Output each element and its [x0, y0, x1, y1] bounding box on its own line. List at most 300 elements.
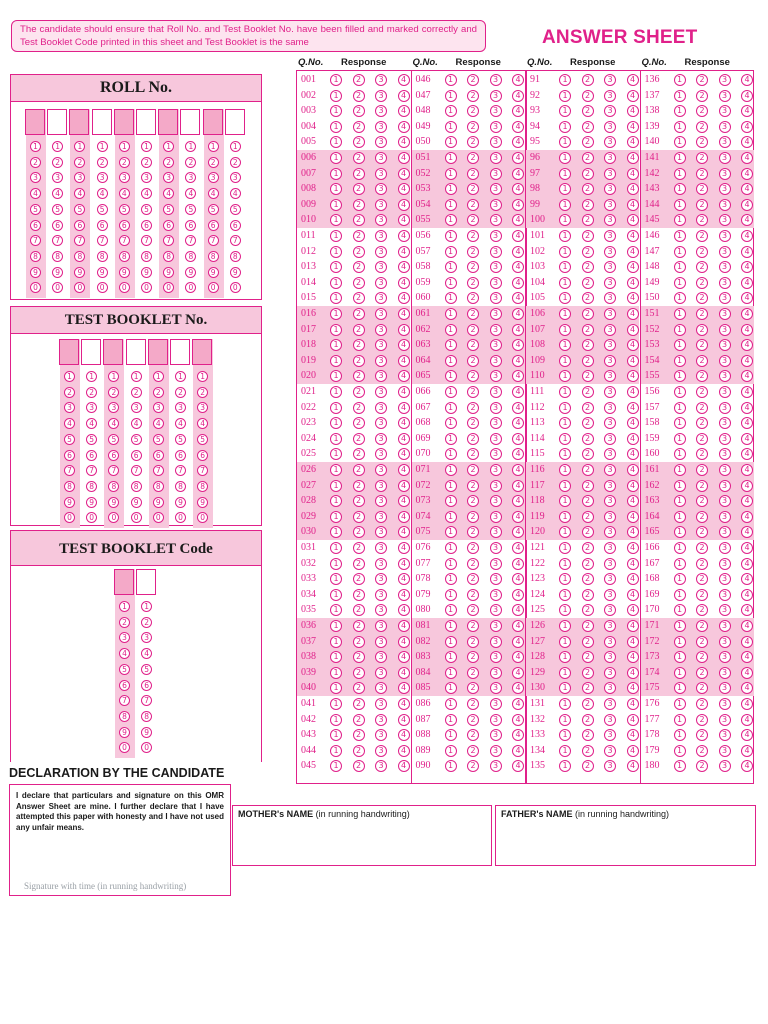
answer-bubble[interactable]: 4 — [627, 745, 639, 757]
answer-bubble[interactable]: 1 — [674, 121, 686, 133]
answer-bubble[interactable]: 2 — [467, 261, 479, 273]
roll-bubble[interactable]: 6 — [185, 220, 196, 231]
answer-bubble[interactable]: 1 — [330, 433, 342, 445]
answer-bubble[interactable]: 3 — [490, 417, 502, 429]
booklet-bubble[interactable]: 9 — [197, 497, 208, 508]
answer-bubble[interactable]: 1 — [330, 183, 342, 195]
answer-bubble[interactable]: 1 — [674, 729, 686, 741]
answer-bubble[interactable]: 2 — [582, 105, 594, 117]
answer-bubble[interactable]: 4 — [398, 90, 410, 102]
answer-bubble[interactable]: 4 — [398, 464, 410, 476]
booklet-bubble[interactable]: 0 — [175, 512, 186, 523]
answer-bubble[interactable]: 3 — [719, 308, 731, 320]
answer-bubble[interactable]: 1 — [445, 324, 457, 336]
answer-bubble[interactable]: 3 — [375, 136, 387, 148]
answer-bubble[interactable]: 3 — [719, 277, 731, 289]
answer-bubble[interactable]: 3 — [604, 339, 616, 351]
answer-bubble[interactable]: 1 — [445, 433, 457, 445]
answer-bubble[interactable]: 1 — [445, 760, 457, 772]
answer-bubble[interactable]: 4 — [627, 589, 639, 601]
answer-bubble[interactable]: 4 — [398, 277, 410, 289]
answer-bubble[interactable]: 3 — [719, 651, 731, 663]
booklet-bubble[interactable]: 1 — [86, 371, 97, 382]
answer-bubble[interactable]: 1 — [674, 402, 686, 414]
answer-bubble[interactable]: 2 — [696, 292, 708, 304]
answer-bubble[interactable]: 4 — [741, 495, 753, 507]
booklet-bubble[interactable]: 4 — [131, 418, 142, 429]
code-bubble[interactable]: 8 — [141, 711, 152, 722]
answer-bubble[interactable]: 3 — [604, 480, 616, 492]
booklet-bubble[interactable]: 5 — [175, 434, 186, 445]
answer-bubble[interactable]: 4 — [512, 620, 524, 632]
answer-bubble[interactable]: 3 — [490, 324, 502, 336]
answer-bubble[interactable]: 3 — [490, 651, 502, 663]
roll-bubble[interactable]: 1 — [163, 141, 174, 152]
answer-bubble[interactable]: 1 — [559, 620, 571, 632]
answer-bubble[interactable]: 4 — [398, 495, 410, 507]
roll-bubble[interactable]: 3 — [97, 172, 108, 183]
answer-bubble[interactable]: 3 — [375, 636, 387, 648]
answer-bubble[interactable]: 4 — [512, 573, 524, 585]
booklet-bubble[interactable]: 9 — [153, 497, 164, 508]
answer-bubble[interactable]: 1 — [330, 90, 342, 102]
code-bubble[interactable]: 2 — [119, 617, 130, 628]
answer-bubble[interactable]: 4 — [627, 277, 639, 289]
answer-bubble[interactable]: 3 — [375, 558, 387, 570]
answer-bubble[interactable]: 3 — [490, 620, 502, 632]
answer-bubble[interactable]: 1 — [445, 292, 457, 304]
answer-bubble[interactable]: 4 — [741, 698, 753, 710]
answer-bubble[interactable]: 4 — [741, 402, 753, 414]
answer-bubble[interactable]: 1 — [445, 417, 457, 429]
roll-bubble[interactable]: 8 — [141, 251, 152, 262]
roll-bubble[interactable]: 2 — [74, 157, 85, 168]
answer-bubble[interactable]: 2 — [467, 230, 479, 242]
answer-bubble[interactable]: 2 — [353, 448, 365, 460]
answer-bubble[interactable]: 3 — [604, 604, 616, 616]
answer-bubble[interactable]: 4 — [627, 370, 639, 382]
answer-bubble[interactable]: 1 — [559, 464, 571, 476]
answer-bubble[interactable]: 1 — [559, 480, 571, 492]
answer-bubble[interactable]: 4 — [398, 230, 410, 242]
answer-bubble[interactable]: 1 — [445, 199, 457, 211]
answer-bubble[interactable]: 4 — [741, 667, 753, 679]
answer-bubble[interactable]: 4 — [398, 339, 410, 351]
answer-bubble[interactable]: 2 — [353, 433, 365, 445]
answer-bubble[interactable]: 2 — [582, 261, 594, 273]
answer-bubble[interactable]: 1 — [445, 480, 457, 492]
answer-bubble[interactable]: 3 — [490, 495, 502, 507]
answer-bubble[interactable]: 4 — [512, 682, 524, 694]
answer-bubble[interactable]: 3 — [719, 136, 731, 148]
answer-bubble[interactable]: 3 — [604, 729, 616, 741]
answer-bubble[interactable]: 3 — [719, 74, 731, 86]
code-bubble[interactable]: 5 — [141, 664, 152, 675]
answer-bubble[interactable]: 4 — [398, 214, 410, 226]
answer-bubble[interactable]: 4 — [398, 370, 410, 382]
answer-bubble[interactable]: 1 — [330, 760, 342, 772]
answer-bubble[interactable]: 3 — [490, 308, 502, 320]
answer-bubble[interactable]: 4 — [512, 90, 524, 102]
roll-bubble[interactable]: 9 — [230, 267, 241, 278]
roll-bubble[interactable]: 6 — [119, 220, 130, 231]
answer-bubble[interactable]: 4 — [398, 105, 410, 117]
answer-bubble[interactable]: 4 — [398, 760, 410, 772]
answer-bubble[interactable]: 2 — [582, 448, 594, 460]
answer-bubble[interactable]: 4 — [512, 292, 524, 304]
answer-bubble[interactable]: 3 — [719, 199, 731, 211]
answer-bubble[interactable]: 2 — [696, 74, 708, 86]
answer-bubble[interactable]: 3 — [719, 292, 731, 304]
answer-bubble[interactable]: 3 — [490, 433, 502, 445]
answer-bubble[interactable]: 2 — [467, 698, 479, 710]
answer-bubble[interactable]: 2 — [582, 745, 594, 757]
roll-digit-box[interactable] — [158, 109, 178, 135]
answer-bubble[interactable]: 1 — [559, 651, 571, 663]
roll-bubble[interactable]: 4 — [119, 188, 130, 199]
answer-bubble[interactable]: 4 — [741, 324, 753, 336]
answer-bubble[interactable]: 1 — [674, 714, 686, 726]
roll-bubble[interactable]: 9 — [97, 267, 108, 278]
answer-bubble[interactable]: 3 — [719, 620, 731, 632]
roll-bubble[interactable]: 1 — [30, 141, 41, 152]
booklet-bubble[interactable]: 2 — [153, 387, 164, 398]
answer-bubble[interactable]: 3 — [490, 168, 502, 180]
answer-bubble[interactable]: 1 — [674, 651, 686, 663]
answer-bubble[interactable]: 4 — [627, 667, 639, 679]
answer-bubble[interactable]: 1 — [559, 402, 571, 414]
answer-bubble[interactable]: 4 — [398, 651, 410, 663]
answer-bubble[interactable]: 1 — [674, 745, 686, 757]
answer-bubble[interactable]: 2 — [467, 495, 479, 507]
answer-bubble[interactable]: 3 — [490, 729, 502, 741]
answer-bubble[interactable]: 1 — [445, 589, 457, 601]
answer-bubble[interactable]: 3 — [490, 90, 502, 102]
answer-bubble[interactable]: 3 — [604, 214, 616, 226]
answer-bubble[interactable]: 1 — [674, 480, 686, 492]
answer-bubble[interactable]: 2 — [696, 246, 708, 258]
roll-bubble[interactable]: 1 — [185, 141, 196, 152]
answer-bubble[interactable]: 2 — [582, 620, 594, 632]
answer-bubble[interactable]: 4 — [512, 464, 524, 476]
roll-bubble[interactable]: 0 — [208, 282, 219, 293]
answer-bubble[interactable]: 4 — [398, 526, 410, 538]
answer-bubble[interactable]: 1 — [559, 714, 571, 726]
answer-bubble[interactable]: 3 — [719, 542, 731, 554]
answer-bubble[interactable]: 3 — [490, 698, 502, 710]
answer-bubble[interactable]: 2 — [582, 121, 594, 133]
answer-bubble[interactable]: 4 — [512, 136, 524, 148]
answer-bubble[interactable]: 4 — [741, 714, 753, 726]
answer-bubble[interactable]: 4 — [741, 183, 753, 195]
answer-bubble[interactable]: 1 — [445, 370, 457, 382]
answer-bubble[interactable]: 2 — [353, 292, 365, 304]
answer-bubble[interactable]: 4 — [512, 355, 524, 367]
answer-bubble[interactable]: 2 — [467, 542, 479, 554]
answer-bubble[interactable]: 2 — [353, 604, 365, 616]
answer-bubble[interactable]: 1 — [330, 698, 342, 710]
answer-bubble[interactable]: 2 — [467, 136, 479, 148]
answer-bubble[interactable]: 2 — [353, 246, 365, 258]
answer-bubble[interactable]: 1 — [445, 604, 457, 616]
answer-bubble[interactable]: 3 — [719, 667, 731, 679]
booklet-bubble[interactable]: 4 — [86, 418, 97, 429]
answer-bubble[interactable]: 2 — [582, 339, 594, 351]
booklet-bubble[interactable]: 8 — [86, 481, 97, 492]
answer-bubble[interactable]: 4 — [398, 682, 410, 694]
answer-bubble[interactable]: 2 — [467, 324, 479, 336]
roll-bubble[interactable]: 8 — [74, 251, 85, 262]
answer-bubble[interactable]: 4 — [741, 464, 753, 476]
answer-bubble[interactable]: 2 — [467, 480, 479, 492]
booklet-bubble[interactable]: 3 — [86, 402, 97, 413]
answer-bubble[interactable]: 4 — [398, 667, 410, 679]
booklet-bubble[interactable]: 9 — [86, 497, 97, 508]
answer-bubble[interactable]: 3 — [719, 511, 731, 523]
answer-bubble[interactable]: 2 — [582, 386, 594, 398]
answer-bubble[interactable]: 4 — [398, 308, 410, 320]
answer-bubble[interactable]: 1 — [559, 558, 571, 570]
roll-bubble[interactable]: 4 — [52, 188, 63, 199]
answer-bubble[interactable]: 2 — [582, 199, 594, 211]
answer-bubble[interactable]: 3 — [719, 480, 731, 492]
answer-bubble[interactable]: 3 — [604, 90, 616, 102]
answer-bubble[interactable]: 2 — [467, 152, 479, 164]
answer-bubble[interactable]: 4 — [512, 183, 524, 195]
answer-bubble[interactable]: 1 — [559, 168, 571, 180]
answer-bubble[interactable]: 2 — [353, 573, 365, 585]
answer-bubble[interactable]: 4 — [627, 339, 639, 351]
roll-bubble[interactable]: 4 — [185, 188, 196, 199]
roll-bubble[interactable]: 3 — [230, 172, 241, 183]
roll-bubble[interactable]: 4 — [30, 188, 41, 199]
answer-bubble[interactable]: 1 — [330, 292, 342, 304]
booklet-bubble[interactable]: 2 — [86, 387, 97, 398]
booklet-bubble[interactable]: 9 — [175, 497, 186, 508]
answer-bubble[interactable]: 4 — [398, 121, 410, 133]
answer-bubble[interactable]: 4 — [627, 698, 639, 710]
answer-bubble[interactable]: 1 — [330, 105, 342, 117]
answer-bubble[interactable]: 1 — [330, 558, 342, 570]
answer-bubble[interactable]: 1 — [330, 402, 342, 414]
answer-bubble[interactable]: 2 — [582, 526, 594, 538]
answer-bubble[interactable]: 2 — [696, 261, 708, 273]
answer-bubble[interactable]: 3 — [490, 636, 502, 648]
roll-bubble[interactable]: 1 — [230, 141, 241, 152]
answer-bubble[interactable]: 2 — [696, 199, 708, 211]
answer-bubble[interactable]: 1 — [445, 729, 457, 741]
answer-bubble[interactable]: 3 — [719, 760, 731, 772]
answer-bubble[interactable]: 3 — [375, 542, 387, 554]
roll-bubble[interactable]: 0 — [141, 282, 152, 293]
answer-bubble[interactable]: 2 — [582, 464, 594, 476]
answer-bubble[interactable]: 3 — [375, 246, 387, 258]
answer-bubble[interactable]: 4 — [627, 308, 639, 320]
answer-bubble[interactable]: 3 — [719, 464, 731, 476]
answer-bubble[interactable]: 4 — [512, 667, 524, 679]
signature-field[interactable]: Signature with time (in running handwriting) — [24, 881, 187, 891]
answer-bubble[interactable]: 1 — [559, 105, 571, 117]
answer-bubble[interactable]: 2 — [467, 511, 479, 523]
roll-digit-box[interactable] — [114, 109, 134, 135]
answer-bubble[interactable]: 2 — [582, 90, 594, 102]
booklet-bubble[interactable]: 3 — [108, 402, 119, 413]
answer-bubble[interactable]: 4 — [512, 589, 524, 601]
booklet-bubble[interactable]: 4 — [153, 418, 164, 429]
answer-bubble[interactable]: 1 — [559, 246, 571, 258]
answer-bubble[interactable]: 3 — [604, 464, 616, 476]
answer-bubble[interactable]: 3 — [719, 324, 731, 336]
answer-bubble[interactable]: 3 — [604, 667, 616, 679]
answer-bubble[interactable]: 3 — [604, 402, 616, 414]
answer-bubble[interactable]: 3 — [604, 105, 616, 117]
roll-digit-box[interactable] — [203, 109, 223, 135]
booklet-bubble[interactable]: 6 — [86, 450, 97, 461]
answer-bubble[interactable]: 1 — [445, 152, 457, 164]
answer-bubble[interactable]: 4 — [398, 745, 410, 757]
roll-bubble[interactable]: 2 — [119, 157, 130, 168]
answer-bubble[interactable]: 1 — [559, 589, 571, 601]
answer-bubble[interactable]: 3 — [719, 246, 731, 258]
roll-bubble[interactable]: 3 — [119, 172, 130, 183]
answer-bubble[interactable]: 2 — [353, 261, 365, 273]
booklet-bubble[interactable]: 4 — [175, 418, 186, 429]
answer-bubble[interactable]: 3 — [375, 308, 387, 320]
answer-bubble[interactable]: 4 — [398, 261, 410, 273]
answer-bubble[interactable]: 4 — [512, 324, 524, 336]
answer-bubble[interactable]: 4 — [398, 558, 410, 570]
answer-bubble[interactable]: 4 — [741, 199, 753, 211]
answer-bubble[interactable]: 4 — [627, 495, 639, 507]
answer-bubble[interactable]: 4 — [741, 105, 753, 117]
roll-digit-box[interactable] — [225, 109, 245, 135]
roll-bubble[interactable]: 8 — [30, 251, 41, 262]
booklet-bubble[interactable]: 3 — [64, 402, 75, 413]
answer-bubble[interactable]: 1 — [674, 308, 686, 320]
answer-bubble[interactable]: 1 — [674, 667, 686, 679]
answer-bubble[interactable]: 1 — [330, 589, 342, 601]
answer-bubble[interactable]: 4 — [512, 480, 524, 492]
answer-bubble[interactable]: 2 — [353, 90, 365, 102]
answer-bubble[interactable]: 2 — [353, 121, 365, 133]
answer-bubble[interactable]: 4 — [627, 526, 639, 538]
answer-bubble[interactable]: 2 — [582, 729, 594, 741]
answer-bubble[interactable]: 3 — [490, 402, 502, 414]
answer-bubble[interactable]: 4 — [627, 355, 639, 367]
answer-bubble[interactable]: 1 — [330, 714, 342, 726]
answer-bubble[interactable]: 1 — [330, 339, 342, 351]
answer-bubble[interactable]: 3 — [719, 433, 731, 445]
answer-bubble[interactable]: 1 — [559, 152, 571, 164]
answer-bubble[interactable]: 1 — [559, 261, 571, 273]
answer-bubble[interactable]: 4 — [512, 277, 524, 289]
answer-bubble[interactable]: 1 — [674, 277, 686, 289]
answer-bubble[interactable]: 2 — [582, 152, 594, 164]
roll-bubble[interactable]: 1 — [52, 141, 63, 152]
answer-bubble[interactable]: 3 — [375, 402, 387, 414]
answer-bubble[interactable]: 1 — [674, 74, 686, 86]
roll-bubble[interactable]: 5 — [119, 204, 130, 215]
answer-bubble[interactable]: 2 — [353, 511, 365, 523]
answer-bubble[interactable]: 2 — [696, 214, 708, 226]
answer-bubble[interactable]: 4 — [627, 105, 639, 117]
answer-bubble[interactable]: 2 — [467, 573, 479, 585]
answer-bubble[interactable]: 4 — [512, 121, 524, 133]
answer-bubble[interactable]: 4 — [398, 74, 410, 86]
answer-bubble[interactable]: 3 — [375, 105, 387, 117]
answer-bubble[interactable]: 3 — [719, 682, 731, 694]
answer-bubble[interactable]: 3 — [719, 448, 731, 460]
answer-bubble[interactable]: 1 — [330, 480, 342, 492]
booklet-bubble[interactable]: 9 — [108, 497, 119, 508]
answer-bubble[interactable]: 2 — [582, 168, 594, 180]
answer-bubble[interactable]: 3 — [604, 121, 616, 133]
answer-bubble[interactable]: 3 — [490, 292, 502, 304]
answer-bubble[interactable]: 4 — [741, 760, 753, 772]
answer-bubble[interactable]: 3 — [375, 433, 387, 445]
answer-bubble[interactable]: 4 — [398, 714, 410, 726]
booklet-digit-box[interactable] — [81, 339, 101, 365]
answer-bubble[interactable]: 3 — [604, 589, 616, 601]
answer-bubble[interactable]: 1 — [674, 448, 686, 460]
answer-bubble[interactable]: 4 — [398, 152, 410, 164]
roll-bubble[interactable]: 1 — [97, 141, 108, 152]
roll-digit-box[interactable] — [180, 109, 200, 135]
answer-bubble[interactable]: 3 — [604, 386, 616, 398]
answer-bubble[interactable]: 2 — [696, 558, 708, 570]
answer-bubble[interactable]: 1 — [674, 90, 686, 102]
roll-bubble[interactable]: 5 — [74, 204, 85, 215]
booklet-bubble[interactable]: 7 — [131, 465, 142, 476]
roll-bubble[interactable]: 8 — [185, 251, 196, 262]
answer-bubble[interactable]: 1 — [445, 386, 457, 398]
answer-bubble[interactable]: 3 — [375, 698, 387, 710]
roll-bubble[interactable]: 9 — [30, 267, 41, 278]
roll-bubble[interactable]: 7 — [208, 235, 219, 246]
answer-bubble[interactable]: 1 — [559, 745, 571, 757]
booklet-bubble[interactable]: 7 — [64, 465, 75, 476]
roll-bubble[interactable]: 8 — [230, 251, 241, 262]
answer-bubble[interactable]: 4 — [627, 573, 639, 585]
roll-bubble[interactable]: 5 — [30, 204, 41, 215]
answer-bubble[interactable]: 3 — [490, 464, 502, 476]
answer-bubble[interactable]: 4 — [398, 324, 410, 336]
roll-bubble[interactable]: 4 — [208, 188, 219, 199]
answer-bubble[interactable]: 3 — [719, 402, 731, 414]
answer-bubble[interactable]: 3 — [375, 355, 387, 367]
answer-bubble[interactable]: 4 — [741, 729, 753, 741]
booklet-bubble[interactable]: 9 — [131, 497, 142, 508]
answer-bubble[interactable]: 1 — [330, 448, 342, 460]
answer-bubble[interactable]: 2 — [353, 370, 365, 382]
answer-bubble[interactable]: 1 — [445, 620, 457, 632]
answer-bubble[interactable]: 4 — [627, 636, 639, 648]
answer-bubble[interactable]: 3 — [719, 604, 731, 616]
answer-bubble[interactable]: 2 — [353, 495, 365, 507]
answer-bubble[interactable]: 4 — [512, 636, 524, 648]
answer-bubble[interactable]: 1 — [559, 495, 571, 507]
answer-bubble[interactable]: 3 — [719, 355, 731, 367]
answer-bubble[interactable]: 1 — [330, 729, 342, 741]
answer-bubble[interactable]: 2 — [467, 183, 479, 195]
booklet-bubble[interactable]: 1 — [197, 371, 208, 382]
answer-bubble[interactable]: 4 — [741, 604, 753, 616]
answer-bubble[interactable]: 2 — [696, 526, 708, 538]
answer-bubble[interactable]: 1 — [559, 386, 571, 398]
answer-bubble[interactable]: 1 — [559, 324, 571, 336]
answer-bubble[interactable]: 4 — [512, 402, 524, 414]
answer-bubble[interactable]: 3 — [604, 682, 616, 694]
